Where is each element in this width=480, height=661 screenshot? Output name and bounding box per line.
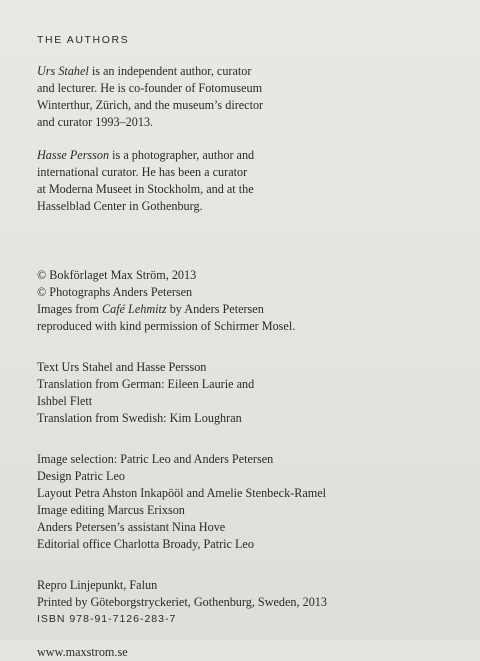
book-title: Café Lehmitz	[101, 302, 167, 316]
section-heading: THE AUTHORS	[37, 34, 130, 46]
bio-line: and curator 1993–2013.	[37, 115, 154, 129]
credit-line: Text Urs Stahel and Hasse Persson	[37, 360, 207, 374]
bio-text: is an independent author, curator	[88, 64, 252, 78]
author-name-persson: Hasse Persson	[37, 148, 110, 162]
credit-line: Editorial office Charlotta Broady, Patric Leo	[37, 537, 254, 551]
author-bio-stahel	[37, 63, 456, 131]
credit-line: Translation from German: Eileen Laurie and	[37, 377, 255, 391]
text-credits-block	[37, 359, 456, 427]
author-name-stahel: Urs Stahel	[37, 64, 89, 78]
copyright-line: © Bokförlaget Max Ström, 2013	[37, 268, 197, 282]
bio-line: and lecturer. He is co-founder of Fotomuseum	[37, 81, 263, 95]
credit-line: Image editing Marcus Erixson	[37, 503, 185, 517]
bio-line: Winterthur, Zürich, and the museum’s director	[37, 98, 264, 112]
website-link[interactable]: www.maxstrom.se	[37, 645, 128, 659]
bio-line: at Moderna Museet in Stockholm, and at the	[37, 182, 254, 196]
copyright-line: © Photographs Anders Petersen	[37, 285, 193, 299]
bio-text: is a photographer, author and	[109, 148, 255, 162]
image-credits-block	[37, 451, 456, 553]
bio-line: Hasselblad Center in Gothenburg.	[37, 199, 203, 213]
credit-line: Image selection: Patric Leo and Anders Petersen	[37, 452, 274, 466]
author-bio-persson	[37, 147, 456, 215]
isbn: ISBN 978-91-7126-283-7	[37, 613, 177, 625]
credit-line: Anders Petersen’s assistant Nina Hove	[37, 520, 226, 534]
credit-line: Layout Petra Ahston Inkapööl and Amelie Stenbeck-Ramel	[37, 486, 327, 500]
credit-line: Translation from Swedish: Kim Loughran	[37, 411, 242, 425]
print-credits-block	[37, 577, 456, 628]
copyright-block: © Bokförlaget Max Ström, 2013 © Photographs Anders Petersen Images from Café Lehmitz by Anders Petersen reproduced with kind permission of Schirmer Mosel.	[37, 267, 456, 335]
credit-line: Ishbel Flett	[37, 394, 93, 408]
print-line: Repro Linjepunkt, Falun	[37, 578, 158, 592]
credit-line: Design Patric Leo	[37, 469, 125, 483]
print-line: Printed by Göteborgstryckeriet, Gothenburg, Sweden, 2013	[37, 595, 327, 609]
bio-line: international curator. He has been a curator	[37, 165, 248, 179]
copyright-line: reproduced with kind permission of Schirmer Mosel.	[37, 319, 296, 333]
